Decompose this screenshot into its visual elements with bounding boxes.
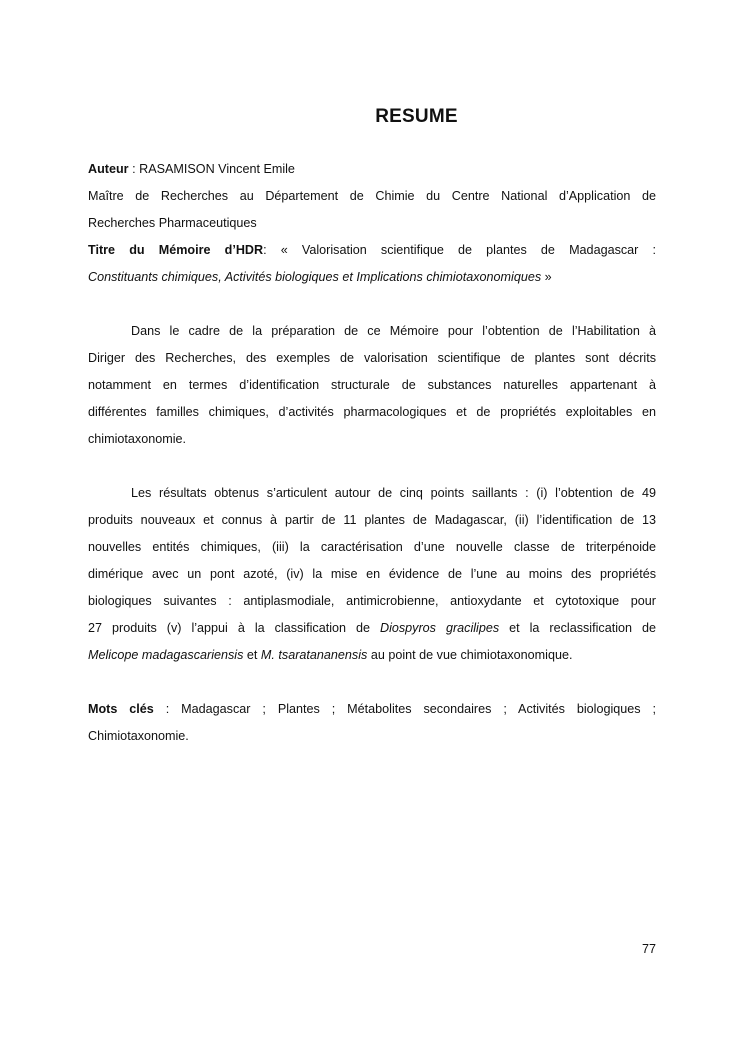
text-run: 27 produits (v) l’appui à la classification de [88, 621, 380, 635]
species-name: Melicope madagascariensis [88, 648, 244, 662]
paragraph-1-line: Dans le cadre de la préparation de ce Mémoire pour l’obtention de l’Habilitation à [131, 324, 656, 338]
species-name: Diospyros gracilipes [379, 621, 500, 635]
keywords-line: Chimiotaxonomie. [88, 729, 189, 743]
author-line [88, 156, 656, 183]
spacer [88, 291, 656, 318]
text-run: au point de vue chimiotaxonomique. [367, 648, 573, 662]
thesis-sep: : [263, 243, 281, 257]
species-name: M. tsaratananensis [260, 648, 368, 662]
text-run: et la reclassification de [499, 621, 656, 635]
paragraph-1-line: Diriger des Recherches, des exemples de valorisation scientifique de plantes sont décrits [88, 351, 656, 365]
spacer [88, 453, 656, 480]
thesis-title-line [88, 237, 656, 264]
paragraph-2-line [88, 642, 656, 669]
page-title: RESUME [375, 106, 458, 127]
affiliation-line-1: Maître de Recherches au Département de Chimie du Centre National d’Application de [88, 189, 656, 203]
thesis-close: » [541, 270, 552, 284]
keywords [88, 696, 656, 750]
paragraph-2-line: produits nouveaux et connus à partir de 11 plantes de Madagascar, (ii) l’identification de 13 [88, 513, 656, 527]
paragraph-2-line: Les résultats obtenus s’articulent autour de cinq points saillants : (i) l’obtention de 49 [131, 486, 656, 500]
keywords-line [88, 696, 656, 723]
author-sep: : [128, 162, 140, 176]
affiliation-line-2: Recherches Pharmaceutiques [88, 216, 257, 230]
paragraph-2-line: dimérique avec un pont azoté, (iv) la mise en évidence de l’une au moins des propriétés [88, 567, 656, 581]
paragraph-2-line: biologiques suivantes : antiplasmodiale, antimicrobienne, antioxydante et cytotoxique pour [88, 594, 656, 608]
spacer [88, 669, 656, 696]
paragraph-2-line: nouvelles entités chimiques, (iii) la caractérisation d’une nouvelle classe de triterpénoide [88, 540, 656, 554]
author-label: Auteur [88, 162, 129, 176]
paragraph-1-line: chimiotaxonomie. [88, 432, 186, 446]
abstract-body [88, 156, 656, 750]
text-run: et [243, 648, 261, 662]
paragraph-1-line: différentes familles chimiques, d’activités pharmacologiques et de propriétés exploitables en [88, 405, 656, 419]
thesis-subtitle-line [88, 264, 656, 291]
paragraph-2-line [88, 615, 656, 642]
page-number: 77 [641, 942, 656, 956]
paragraph-2 [88, 480, 656, 669]
paragraph-1 [88, 318, 656, 453]
paragraph-1-line: notamment en termes d’identification structurale de substances naturelles appartenant à [88, 378, 656, 392]
keywords-label: Mots clés [88, 702, 154, 716]
thesis-title: « Valorisation scientifique de plantes de Madagascar : [280, 243, 656, 257]
thesis-subtitle: Constituants chimiques, Activités biologiques et Implications chimiotaxonomiques [88, 270, 542, 284]
keywords-list: : Madagascar ; Plantes ; Métabolites secondaires ; Activités biologiques ; [153, 702, 656, 716]
thesis-label: Titre du Mémoire d’HDR [88, 243, 264, 257]
author-name: RASAMISON Vincent Emile [139, 162, 295, 176]
